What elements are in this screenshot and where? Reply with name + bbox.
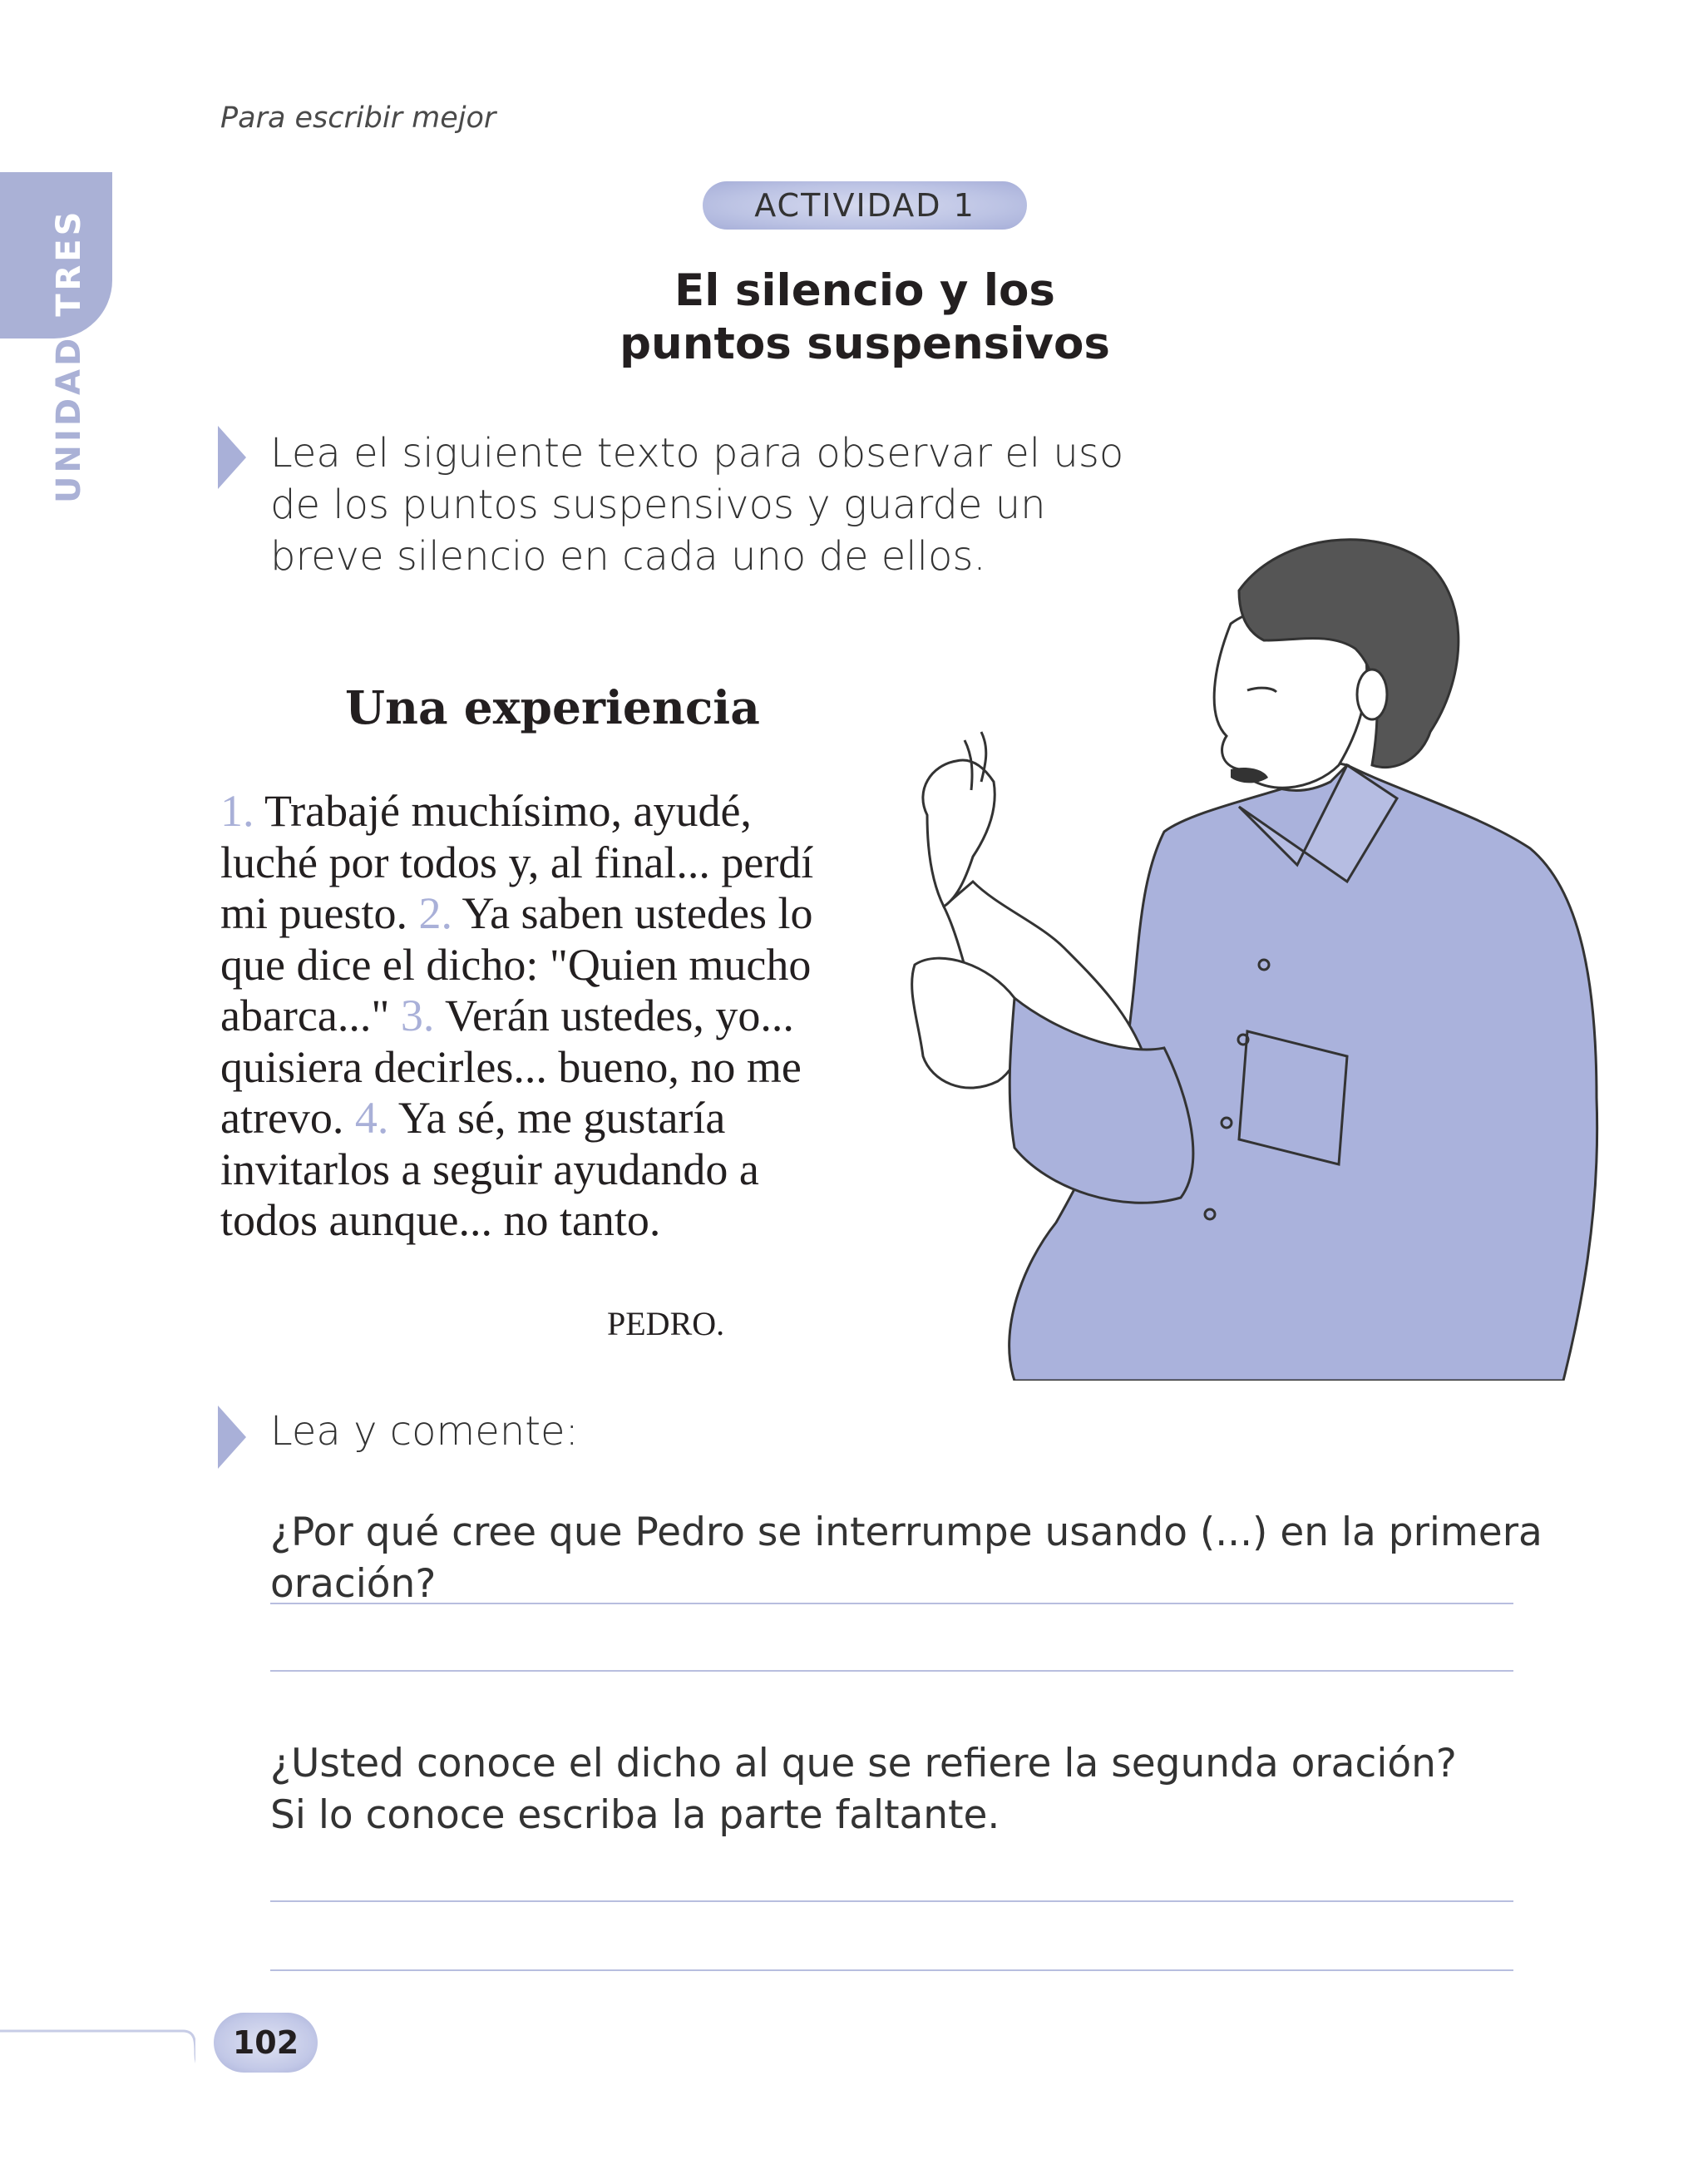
story-fragment: Trabajé muchísimo, ayudé, — [264, 786, 752, 836]
instruction-comment: Lea y comente: — [270, 1408, 579, 1455]
story-line — [220, 888, 852, 940]
story-line — [220, 786, 852, 838]
activity-badge: ACTIVIDAD 1 — [703, 181, 1027, 230]
answer-line[interactable] — [270, 1670, 1513, 1672]
question-line: ¿Usted conoce el dicho al que se refiere la segunda oración? — [270, 1741, 1457, 1786]
story-line: todos aunque... no tanto. — [220, 1195, 661, 1245]
instruction-line: Lea el siguiente texto para observar el uso — [270, 430, 1124, 477]
story-author: PEDRO. — [607, 1305, 725, 1342]
title-line-2: puntos suspensivos — [619, 319, 1110, 369]
question-1: ¿Por qué cree que Pedro se interrumpe usando (...) en la primera oración? — [270, 1510, 1543, 1607]
story-line: que dice el dicho: "Quien mucho — [220, 939, 812, 990]
ear — [1357, 670, 1387, 719]
sentence-number: 4. — [354, 1093, 389, 1143]
answer-line[interactable] — [270, 1603, 1513, 1604]
title-line-1: El silencio y los — [674, 265, 1055, 316]
story-line — [220, 1093, 852, 1144]
answer-line[interactable] — [270, 1900, 1513, 1902]
story-fragment: Ya saben ustedes lo — [462, 888, 813, 938]
bullet-arrow-icon — [218, 1406, 246, 1469]
story-line — [220, 991, 852, 1042]
running-head: Para escribir mejor — [220, 101, 496, 135]
story-text — [220, 786, 852, 1247]
man-illustration — [848, 516, 1680, 1381]
raised-hand — [923, 760, 995, 907]
story-line: luché por todos y, al final... perdí — [220, 837, 814, 887]
page-corner-decoration — [0, 2029, 195, 2088]
story-fragment: Ya sé, me gustaría — [397, 1093, 726, 1143]
instruction-line: breve silencio en cada uno de ellos. — [270, 533, 986, 580]
instruction-line: de los puntos suspensivos y guarde un — [270, 482, 1046, 528]
story-fragment: mi puesto. — [220, 888, 407, 938]
bullet-arrow-icon — [218, 426, 246, 489]
page-number: 102 — [214, 2013, 318, 2073]
story-fragment: abarca..." — [220, 991, 390, 1040]
sentence-number: 3. — [400, 991, 435, 1040]
story-fragment: Verán ustedes, yo... — [444, 991, 794, 1040]
story-title: Una experiencia — [345, 680, 760, 734]
answer-line[interactable] — [270, 1969, 1513, 1971]
sentence-number: 2. — [418, 888, 452, 938]
story-fragment: atrevo. — [220, 1093, 344, 1143]
question-2 — [270, 1738, 1457, 1841]
unit-word: UNIDAD — [50, 334, 88, 503]
story-line: quisiera decirles... bueno, no me — [220, 1041, 802, 1092]
unit-number-word: TRES — [50, 208, 88, 317]
page-title — [532, 264, 1197, 371]
story-line: invitarlos a seguir ayudando a — [220, 1144, 759, 1194]
question-line: Si lo conoce escriba la parte faltante. — [270, 1792, 1000, 1838]
sentence-number: 1. — [220, 786, 254, 836]
unit-label — [50, 209, 88, 503]
